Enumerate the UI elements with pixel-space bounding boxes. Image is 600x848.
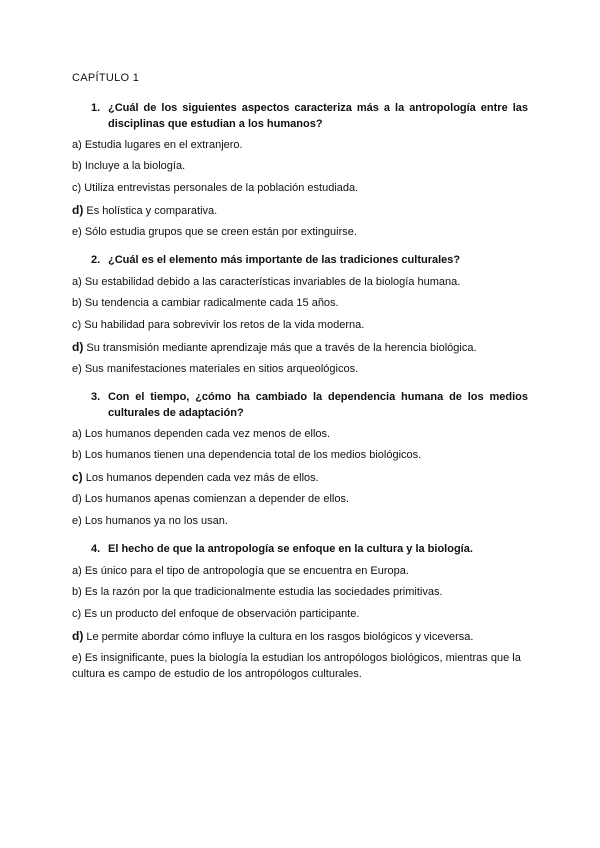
question-text: ¿Cuál es el elemento más importante de las tradiciones culturales? bbox=[108, 254, 461, 266]
option-3e: e) Los humanos ya no los usan. bbox=[72, 515, 228, 527]
option-1c: c) Utiliza entrevistas personales de la población estudiada. bbox=[72, 182, 359, 194]
option-3d: d) Los humanos apenas comienzan a depender de ellos. bbox=[72, 493, 350, 505]
question-text: Con el tiempo, ¿cómo ha cambiado la dependencia humana de los medios culturales de adaptación? bbox=[108, 391, 528, 419]
option-1b: b) Incluye a la biología. bbox=[72, 160, 186, 172]
option-4e: e) Es insignificante, pues la biología la estudian los antropólogos biológicos, mientras que la cultura es campo de estudio de los antropólogos culturales. bbox=[72, 652, 521, 680]
option-4b: b) Es la razón por la que tradicionalmente estudia las sociedades primitivas. bbox=[72, 586, 443, 598]
question-number: 2. bbox=[91, 254, 101, 266]
question-number: 3. bbox=[91, 391, 101, 403]
option-2b: b) Su tendencia a cambiar radicalmente cada 15 años. bbox=[72, 297, 339, 309]
question-number: 1. bbox=[91, 102, 101, 114]
option-1e: e) Sólo estudia grupos que se creen están por extinguirse. bbox=[72, 226, 357, 238]
question-text: El hecho de que la antropología se enfoque en la cultura y la biología. bbox=[108, 543, 473, 555]
chapter-heading: CAPÍTULO 1 bbox=[72, 72, 140, 84]
option-2d: d) Su transmisión mediante aprendizaje más que a través de la herencia biológica. bbox=[72, 340, 477, 354]
option-4c: c) Es un producto del enfoque de observación participante. bbox=[72, 608, 360, 620]
option-1d: d) Es holística y comparativa. bbox=[72, 203, 218, 217]
option-4a: a) Es único para el tipo de antropología que se encuentra en Europa. bbox=[72, 565, 409, 577]
option-2c: c) Su habilidad para sobrevivir los retos de la vida moderna. bbox=[72, 319, 365, 331]
option-1a: a) Estudia lugares en el extranjero. bbox=[72, 139, 243, 151]
question-3 bbox=[91, 389, 528, 421]
option-3a: a) Los humanos dependen cada vez menos de ellos. bbox=[72, 428, 331, 440]
question-1 bbox=[91, 100, 528, 132]
option-3b: b) Los humanos tienen una dependencia total de los medios biológicos. bbox=[72, 449, 422, 461]
question-number: 4. bbox=[91, 543, 101, 555]
question-2 bbox=[91, 252, 528, 268]
question-text: ¿Cuál de los siguientes aspectos caracteriza más a la antropología entre las disciplinas que estudian a los humanos? bbox=[108, 102, 528, 130]
option-2a: a) Su estabilidad debido a las características invariables de la biología humana. bbox=[72, 276, 461, 288]
question-4 bbox=[91, 541, 528, 557]
option-4d: d) Le permite abordar cómo influye la cultura en los rasgos biológicos y viceversa. bbox=[72, 629, 474, 643]
option-2e: e) Sus manifestaciones materiales en sitios arqueológicos. bbox=[72, 363, 359, 375]
option-3c: c) Los humanos dependen cada vez más de ellos. bbox=[72, 470, 319, 484]
